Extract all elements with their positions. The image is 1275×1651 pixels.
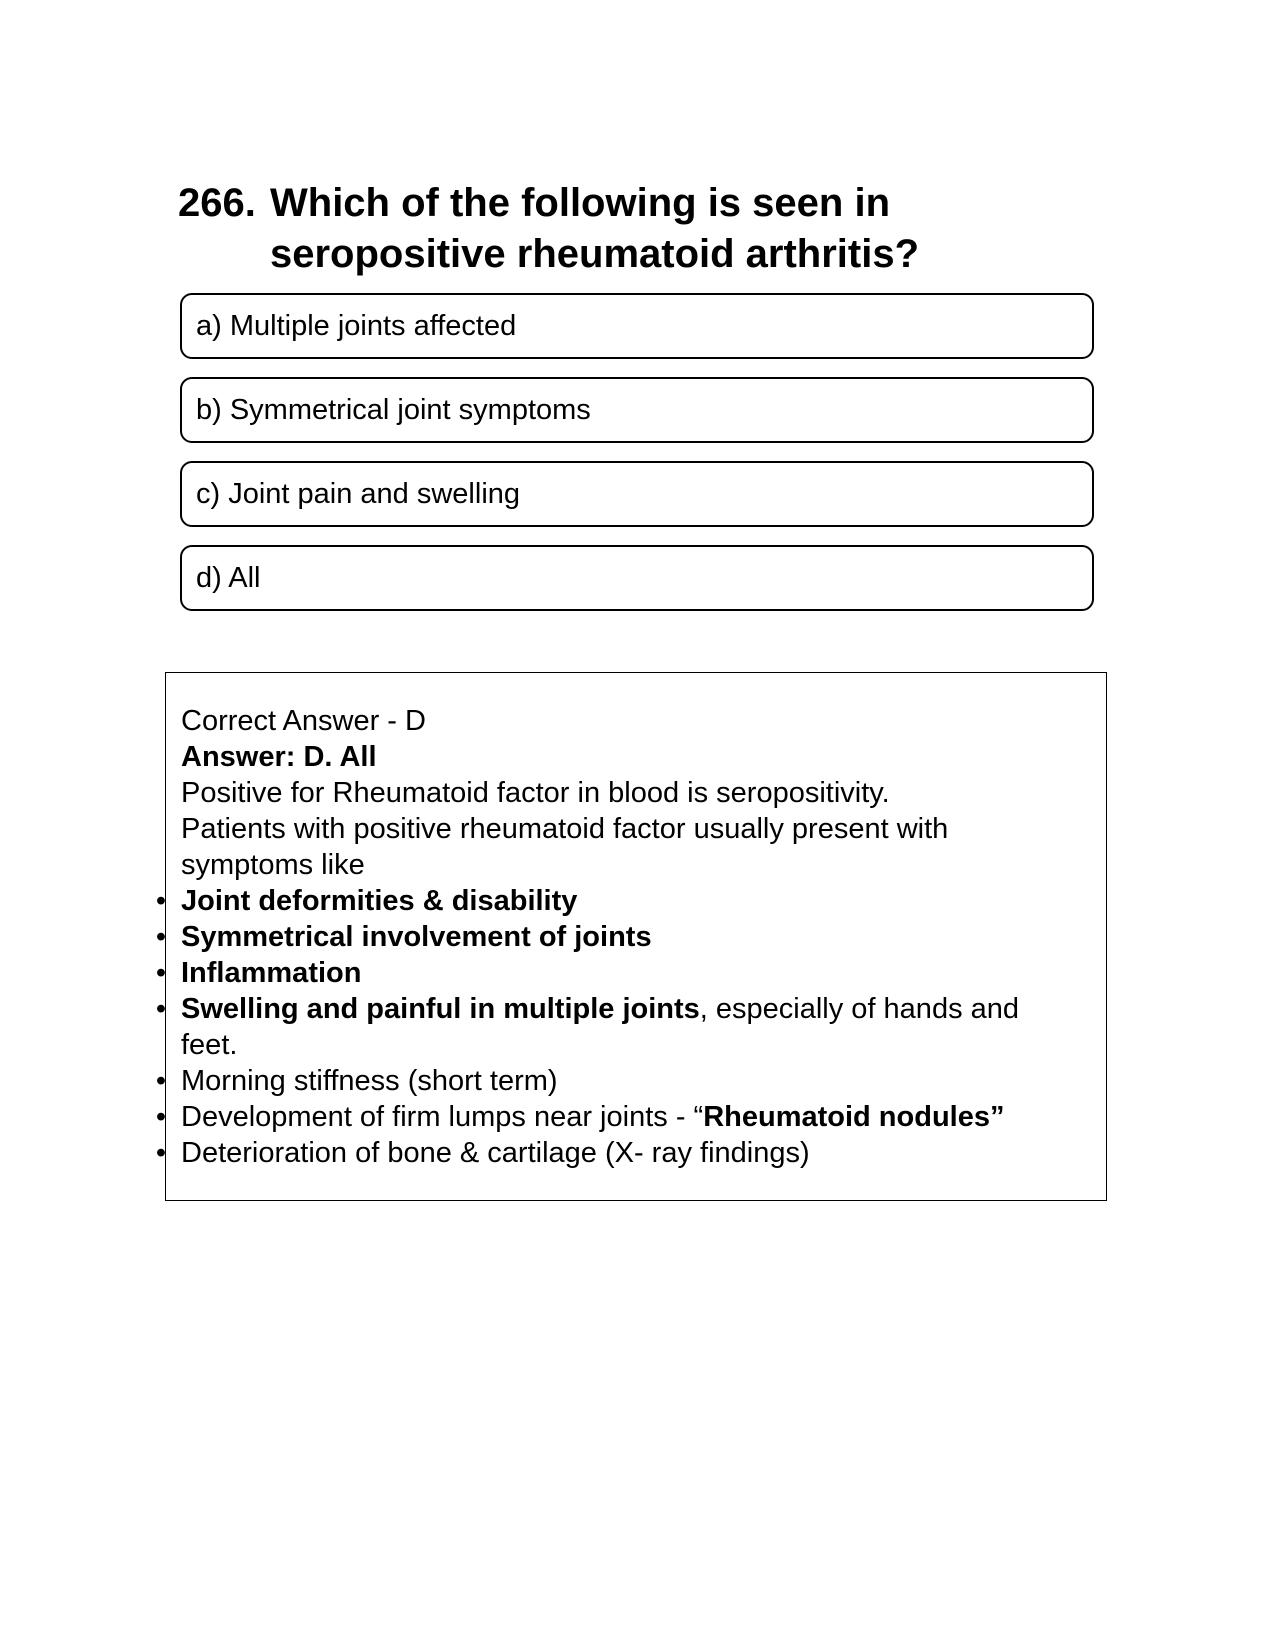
option-b[interactable] — [180, 377, 1094, 443]
option-b-label: b) Symmetrical joint symptoms — [196, 394, 591, 426]
list-item-bold: Joint deformities & disability — [181, 885, 578, 917]
bullet-icon: • — [155, 993, 167, 1025]
option-d-label: d) All — [196, 562, 261, 594]
list-item-text: , especially of hands and feet. — [181, 993, 1020, 1061]
option-c[interactable] — [180, 461, 1094, 527]
list-item — [155, 955, 1081, 991]
correct-answer-line: Correct Answer - D — [181, 705, 426, 737]
explanation-paragraph-1: Positive for Rheumatoid factor in blood is seropositivity. — [181, 777, 890, 809]
list-item-bold: Inflammation — [181, 957, 362, 989]
option-c-label: c) Joint pain and swelling — [196, 478, 521, 510]
symptom-list — [155, 883, 1081, 1171]
explanation-paragraph-2: Patients with positive rheumatoid factor usually present with symptoms like — [181, 813, 949, 881]
bullet-icon: • — [155, 957, 167, 989]
list-item-text: Deterioration of bone & cartilage (X- ray findings) — [181, 1137, 810, 1169]
list-item — [155, 1135, 1081, 1171]
option-d[interactable] — [180, 545, 1094, 611]
question-text: Which of the following is seen in seropositive rheumatoid arthritis? — [270, 181, 920, 276]
option-a[interactable] — [180, 293, 1094, 359]
list-item-bold: Symmetrical involvement of joints — [181, 921, 652, 953]
list-item-text: Morning stiffness (short term) — [181, 1065, 558, 1097]
list-item — [155, 883, 1081, 919]
list-item-bold: Swelling and painful in multiple joints — [181, 993, 700, 1025]
list-item — [155, 1099, 1081, 1135]
bullet-icon: • — [155, 1101, 167, 1133]
question-heading — [178, 178, 1098, 280]
answer-explanation — [155, 703, 1081, 1171]
list-item — [155, 1063, 1081, 1099]
list-item-bold: Rheumatoid nodules” — [703, 1101, 1005, 1133]
bullet-icon: • — [155, 1137, 167, 1169]
list-item — [155, 919, 1081, 955]
answer-heading: Answer: D. All — [181, 741, 377, 773]
bullet-icon: • — [155, 1065, 167, 1097]
option-a-label: a) Multiple joints affected — [196, 310, 517, 342]
list-item-text: Development of firm lumps near joints - “ — [181, 1101, 704, 1133]
bullet-icon: • — [155, 885, 167, 917]
bullet-icon: • — [155, 921, 167, 953]
question-number: 266. — [178, 181, 256, 225]
list-item — [155, 991, 1081, 1063]
